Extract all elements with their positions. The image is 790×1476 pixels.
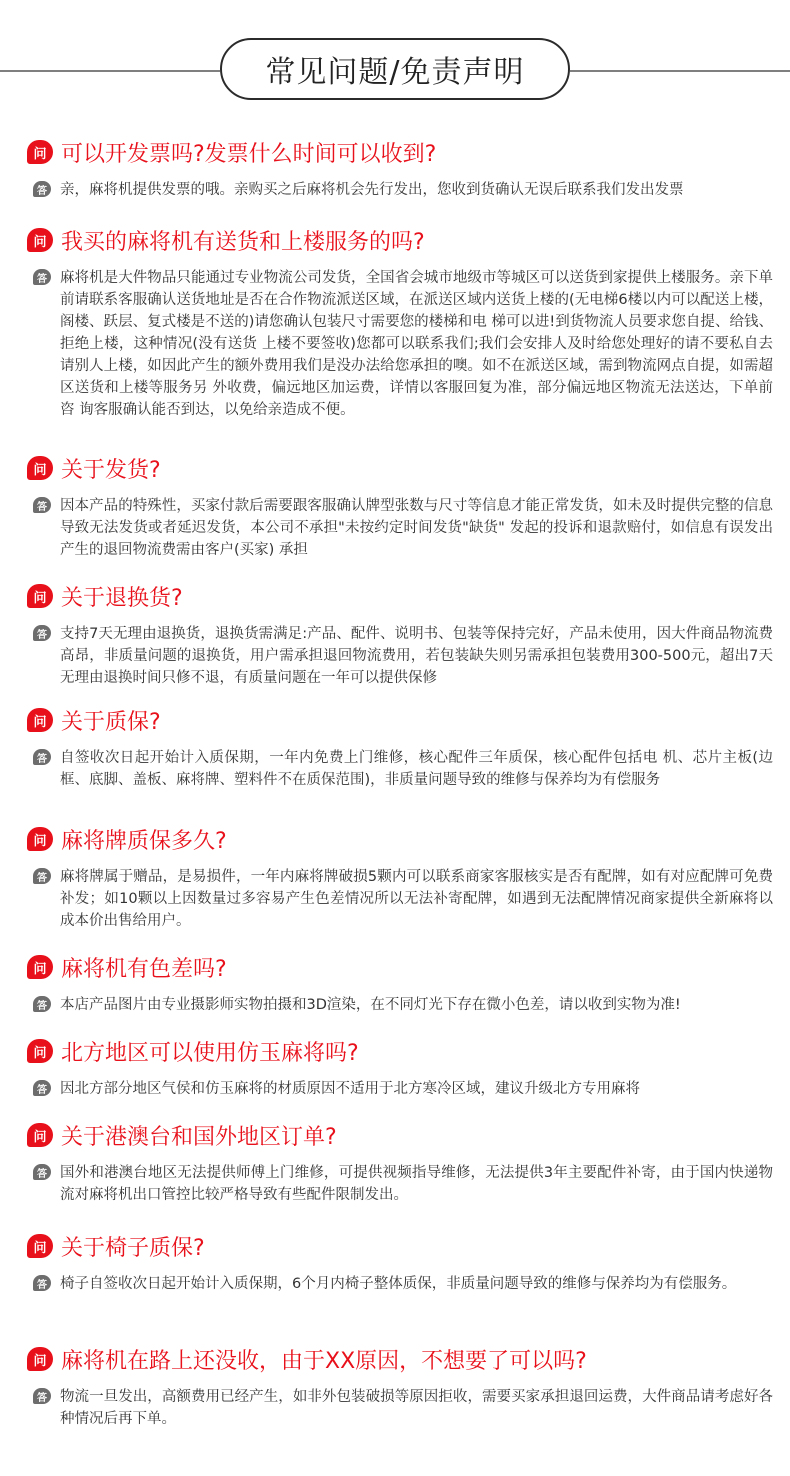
answer-text: 因本产品的特殊性，买家付款后需要跟客服确认牌型张数与尺寸等信息才能正常发货，如未及时提供完整的信息导致无法发货或者延迟发货，本公司不承担"未按约定时间发货"缺货" 发起的投诉和退款赔付，如信息有误发出产生的退回物流费需由客户(买家) 承担 — [60, 498, 773, 558]
question-icon: 问 — [27, 1234, 53, 1258]
answer-icon: 答 — [33, 269, 51, 285]
answer-text: 自签收次日起开始计入质保期，一年内免费上门维修，核心配件三年质保，核心配件包括电 机、芯片主板(边框、底脚、盖板、麻将牌、塑料件不在质保范围)，非质量问题导致的维修与保养均为有偿服务 — [60, 750, 773, 788]
answer-icon: 答 — [33, 181, 51, 197]
answer-text: 麻将机是大件物品只能通过专业物流公司发货，全国省会城市地级市等城区可以送货到家提供上楼服务。亲下单前请联系客服确认送货地址是否在合作物流派送区域，在派送区域内送货上楼的(无电梯6楼以内可以配送上楼，阁楼、跃层、复式楼是不送的)请您确认包装尺寸需要您的楼梯和电 梯可以进!到货物流人员要求您自提、给钱、拒绝上楼，这种情况(没有送货 上楼不要签收)您都可以联系我们;我们会安排人及时给您处理好的请不要私自去请别人上楼，如因此产生的额外费用我们是没办法给您承担的噢。如不在派送区域，需到物流网点自提，如需超区送货和上楼等服务另 外收费，偏远地区加运费，详情以客服回复为准，部分偏远地区物流无法送达，下单前咨 询客服确认能否到达，以免给亲造成不便。 — [60, 270, 773, 418]
page-title: 常见问题/免责声明 — [220, 38, 570, 100]
answer-icon: 答 — [33, 749, 51, 765]
answer-text: 因北方部分地区气侯和仿玉麻将的材质原因不适用于北方寒冷区域，建议升级北方专用麻将 — [60, 1081, 640, 1097]
answer-text: 亲，麻将机提供发票的哦。亲购买之后麻将机会先行发出，您收到货确认无误后联系我们发出发票 — [60, 182, 684, 198]
question-text: 关于退换货? — [61, 585, 183, 611]
answer-text: 椅子自签收次日起开始计入质保期，6个月内椅子整体质保，非质量问题导致的维修与保养均为有偿服务。 — [60, 1276, 737, 1292]
question-text: 可以开发票吗?发票什么时间可以收到? — [61, 141, 437, 167]
answer-icon: 答 — [33, 625, 51, 641]
question-text: 关于质保? — [61, 709, 161, 735]
answer-icon: 答 — [33, 1080, 51, 1096]
question-icon: 问 — [27, 708, 53, 732]
answer-text: 物流一旦发出，高额费用已经产生，如非外包装破损等原因拒收，需要买家承担退回运费，大件商品请考虑好各种情况后再下单。 — [60, 1389, 773, 1427]
question-text: 麻将机有色差吗? — [61, 956, 227, 982]
question-icon: 问 — [27, 827, 53, 851]
question-text: 关于港澳台和国外地区订单? — [61, 1124, 337, 1150]
question-icon: 问 — [27, 140, 53, 164]
answer-text: 国外和港澳台地区无法提供师傅上门维修，可提供视频指导维修，无法提供3年主要配件补寄，由于国内快递物流对麻将机出口管控比较严格导致有些配件限制发出。 — [60, 1165, 773, 1203]
answer-text: 麻将牌属于赠品，是易损件，一年内麻将牌破损5颗内可以联系商家客服核实是否有配牌，如有对应配牌可免费补发；如10颗以上因数量过多容易产生色差情况所以无法补寄配牌，如遇到无法配牌情况商家提供全新麻将以成本价出售给用户。 — [60, 869, 773, 929]
title-line-left — [0, 70, 220, 72]
question-text: 关于椅子质保? — [61, 1235, 205, 1261]
question-icon: 问 — [27, 955, 53, 979]
answer-text: 本店产品图片由专业摄影师实物拍摄和3D渲染，在不同灯光下存在微小色差，请以收到实物为准! — [60, 997, 681, 1013]
question-text: 麻将机在路上还没收，由于XX原因，不想要了可以吗? — [61, 1348, 587, 1374]
answer-text: 支持7天无理由退换货，退换货需满足:产品、配件、说明书、包装等保持完好，产品未使用，因大件商品物流费高昂，非质量问题的退换货，用户需承担退回物流费用，若包装缺失则另需承担包装费用300-500元，超出7天无理由退换时间只修不退，有质量问题在一年可以提供保修 — [60, 626, 773, 686]
answer-icon: 答 — [33, 996, 51, 1012]
answer-icon: 答 — [33, 497, 51, 513]
answer-icon: 答 — [33, 1275, 51, 1291]
answer-icon: 答 — [33, 868, 51, 884]
title-section — [0, 0, 790, 128]
answer-icon: 答 — [33, 1164, 51, 1180]
title-line-right — [570, 70, 790, 72]
answer-icon: 答 — [33, 1388, 51, 1404]
question-text: 关于发货? — [61, 457, 161, 483]
question-icon: 问 — [27, 1123, 53, 1147]
question-icon: 问 — [27, 1347, 53, 1371]
question-icon: 问 — [27, 456, 53, 480]
question-text: 我买的麻将机有送货和上楼服务的吗? — [61, 229, 425, 255]
question-icon: 问 — [27, 584, 53, 608]
question-icon: 问 — [27, 1039, 53, 1063]
question-icon: 问 — [27, 228, 53, 252]
question-text: 麻将牌质保多久? — [61, 828, 227, 854]
question-text: 北方地区可以使用仿玉麻将吗? — [61, 1040, 359, 1066]
